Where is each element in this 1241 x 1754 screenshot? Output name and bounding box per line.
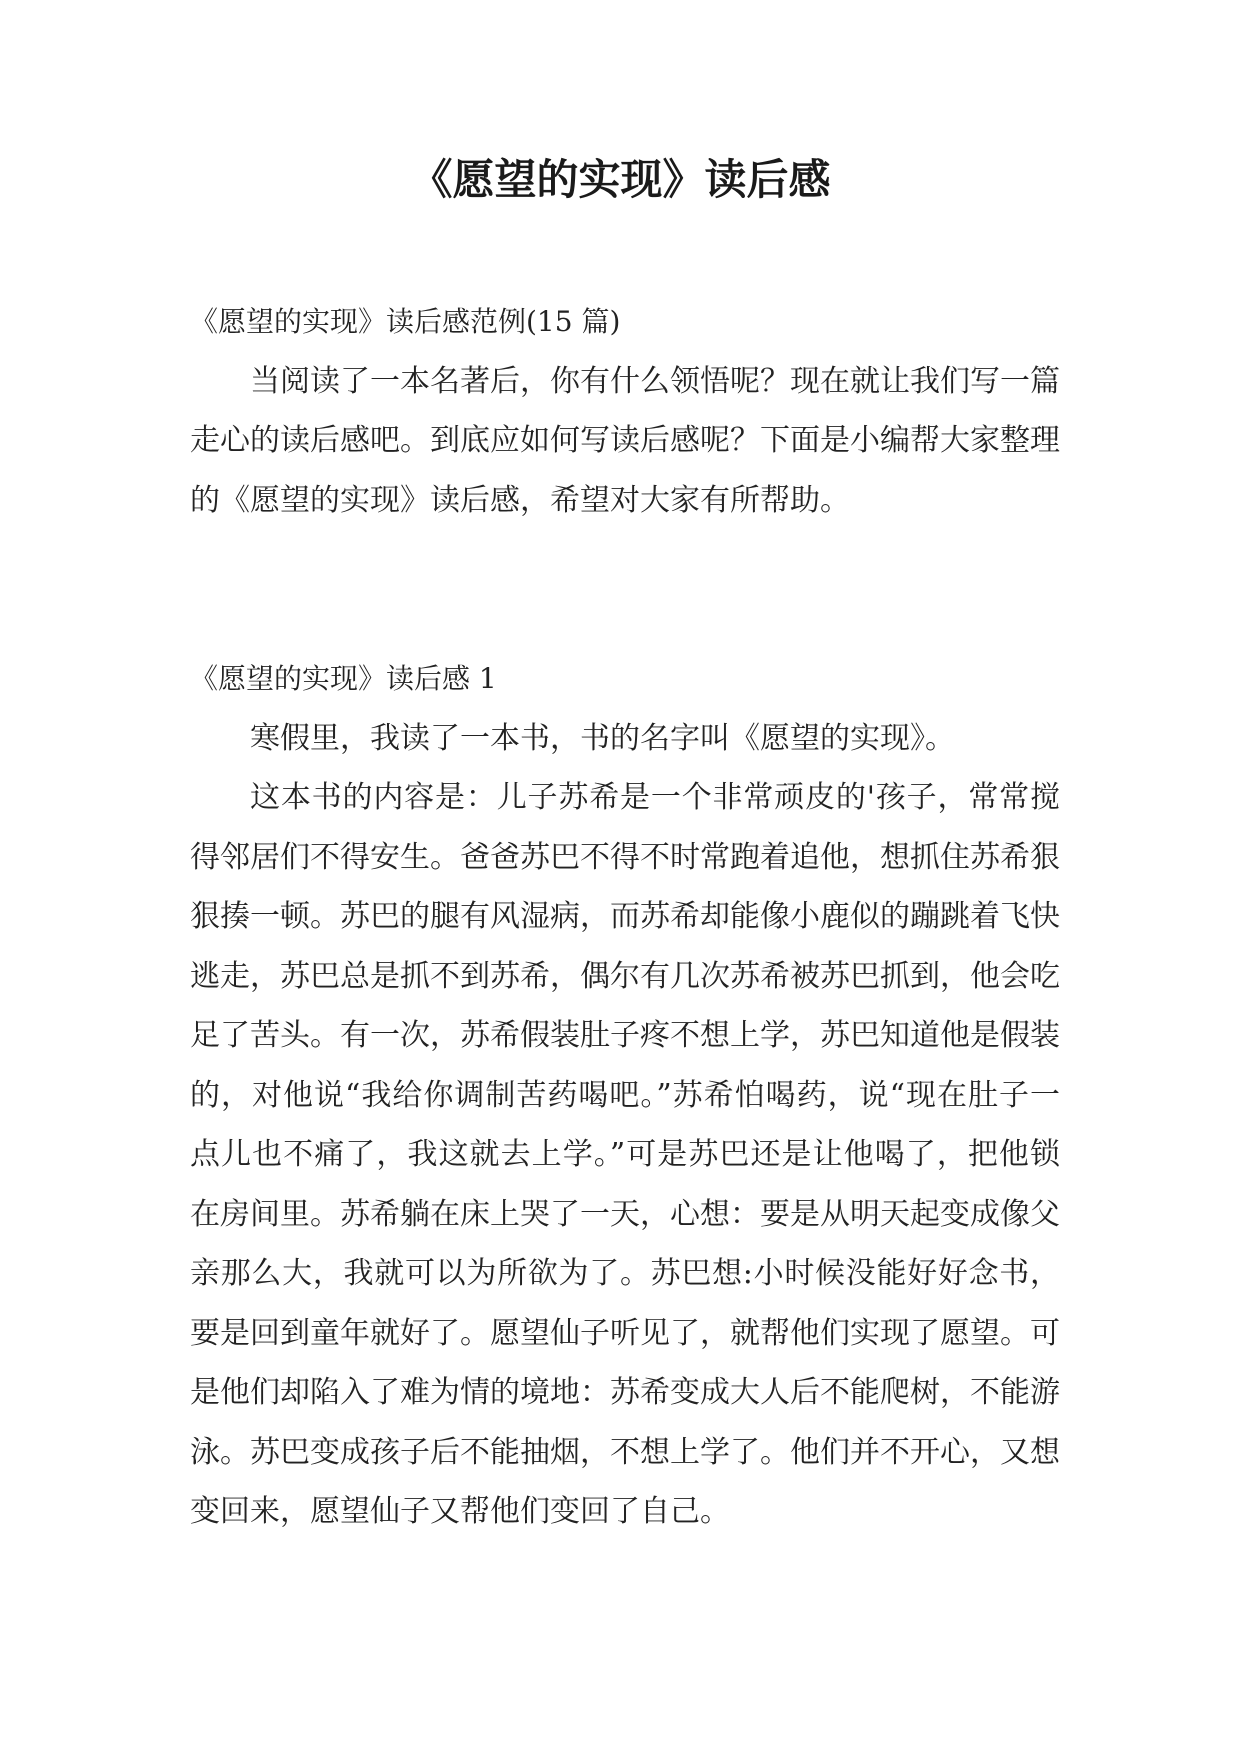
- document-body: [190, 292, 1060, 1542]
- section-paragraph: 这本书的内容是：儿子苏希是一个非常顽皮的'孩子，常常搅得邻居们不得安生。爸爸苏巴不得不时常跑着追他，想抓住苏希狠狠揍一顿。苏巴的腿有风湿病，而苏希却能像小鹿似的蹦跳着飞快逃走，苏巴总是抓不到苏希，偶尔有几次苏希被苏巴抓到，他会吃足了苦头。有一次，苏希假装肚子疼不想上学，苏巴知道他是假装的，对他说“我给你调制苦药喝吧。”苏希怕喝药，说“现在肚子一点儿也不痛了，我这就去上学。”可是苏巴还是让他喝了，把他锁在房间里。苏希躺在床上哭了一天，心想：要是从明天起变成像父亲那么大，我就可以为所欲为了。苏巴想:小时候没能好好念书，要是回到童年就好了。愿望仙子听见了，就帮他们实现了愿望。可是他们却陷入了难为情的境地：苏希变成大人后不能爬树，不能游泳。苏巴变成孩子后不能抽烟，不想上学了。他们并不开心，又想变回来，愿望仙子又帮他们变回了自己。: [190, 780, 1060, 1529]
- document-title: 《愿望的实现》读后感: [410, 155, 831, 204]
- intro-heading: 《愿望的实现》读后感范例(15 篇): [190, 305, 621, 338]
- section-heading: 《愿望的实现》读后感 1: [190, 662, 497, 695]
- section-spacer: [190, 530, 1060, 649]
- intro-paragraph: 当阅读了一本名著后，你有什么领悟呢？现在就让我们写一篇走心的读后感吧。到底应如何写读后感呢？下面是小编帮大家整理的《愿望的实现》读后感，希望对大家有所帮助。: [190, 363, 1060, 518]
- section-paragraph: 寒假里，我读了一本书，书的名字叫《愿望的实现》。: [250, 720, 955, 756]
